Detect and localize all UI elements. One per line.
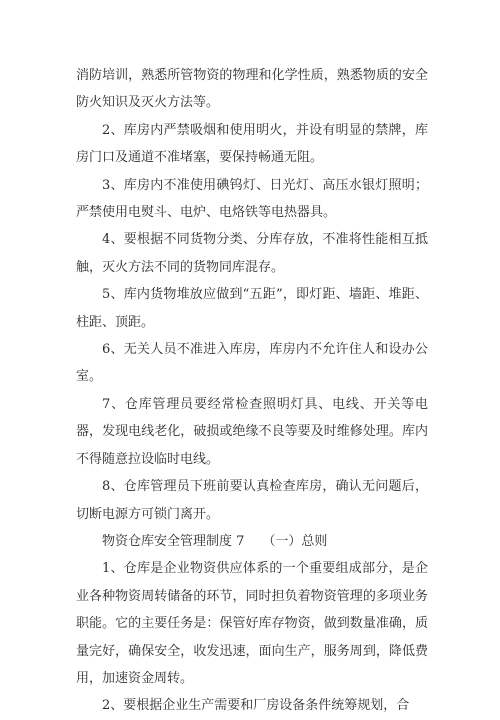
section-heading-subtitle: （一）总则: [262, 533, 328, 549]
paragraph-item-3: 3、库房内不准使用碘钨灯、日光灯、高压水银灯照明；严禁使用电熨斗、电炉、电烙铁等电热器具。: [76, 177, 428, 221]
section-heading-title: 物资仓库安全管理制度 7: [102, 533, 245, 549]
paragraph-item-5: 5、库内货物堆放应做到“五距”，即灯距、墙距、堆距、柱距、顶距。: [76, 287, 428, 330]
section-heading: [76, 528, 428, 555]
paragraphs-before: [76, 62, 428, 528]
paragraphs-after: [76, 555, 428, 719]
paragraph-item-6: 6、无关人员不准进入库房，库房内不允许住人和设办公室。: [76, 342, 428, 385]
paragraph-item-8: 8、仓库管理员下班前要认真检查库房，确认无问题后，切断电源方可锁门离开。: [76, 479, 428, 522]
paragraph-fire-training-continued: 消防培训，熟悉所管物资的物理和化学性质，熟悉物质的安全防火知识及灭火方法等。: [76, 68, 428, 111]
paragraph-general-1: 1、仓库是企业物资供应体系的一个重要组成部分，是企业各种物资周转储备的环节，同时担负着物资管理的多项业务职能。它的主要任务是：保管好库存物资，做到数量准确，质量完好，确保安全，收发迅速，面向生产，服务周到，降低费用，加速资金周转。: [76, 561, 428, 686]
paragraph-item-2: 2、库房内严禁吸烟和使用明火，并设有明显的禁牌，库房门口及通道不准堵塞，要保持畅通无阻。: [76, 122, 428, 166]
document-body: [76, 62, 428, 720]
paragraph-item-7: 7、仓库管理员要经常检查照明灯具、电线、开关等电器，发现电线老化，破损或绝缘不良等要及时维修处理。库内不得随意拉设临时电线。: [76, 396, 428, 467]
paragraph-general-2: 2、要根据企业生产需要和厂房设备条件统筹规划，合: [102, 698, 410, 714]
paragraph-item-4: 4、要根据不同货物分类、分库存放，不准将性能相互抵触，灭火方法不同的货物同库混存。: [76, 232, 428, 275]
